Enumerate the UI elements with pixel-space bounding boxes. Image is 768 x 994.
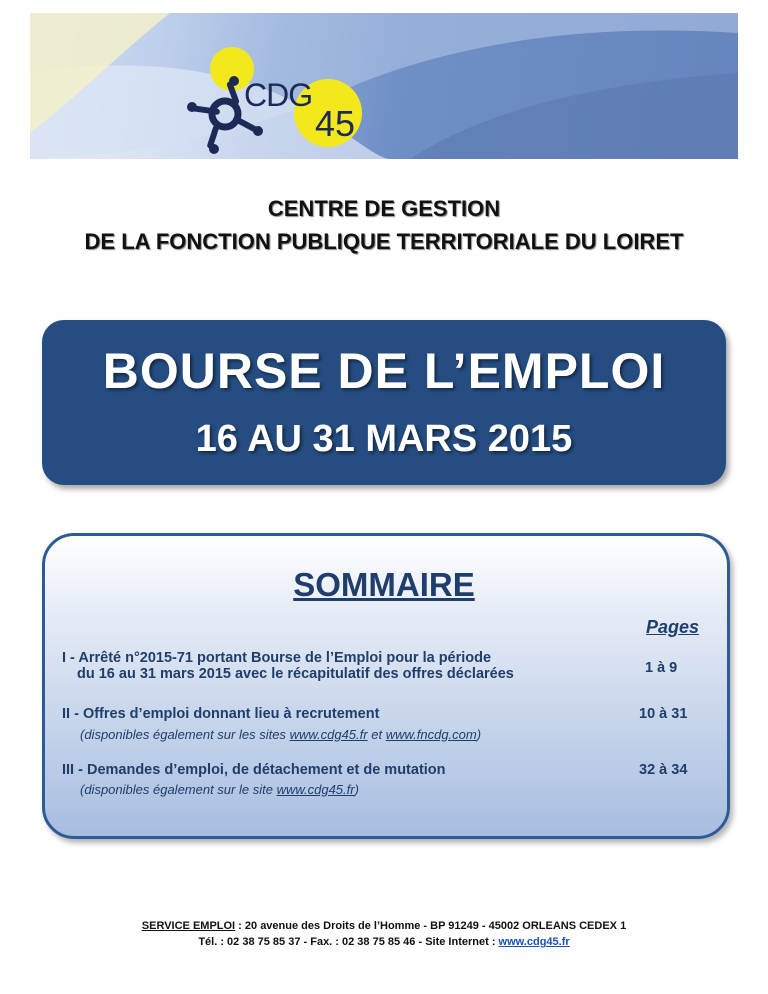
footer-address bbox=[0, 920, 768, 932]
toc-item-2-note: (disponibles également sur les sites www.cdg45.fr et www.fncdg.com) bbox=[80, 727, 482, 742]
document-title: BOURSE DE L’EMPLOI bbox=[102, 343, 666, 399]
header-banner bbox=[30, 13, 738, 159]
toc-item-1 bbox=[62, 650, 514, 682]
link-fncdg[interactable]: www.fncdg.com bbox=[385, 727, 477, 742]
org-name-line2: DE LA FONCTION PUBLIQUE TERRITORIALE DU LOIRET bbox=[84, 229, 684, 254]
toc-pages-heading: Pages bbox=[646, 617, 700, 637]
toc-item-1-pages: 1 à 9 bbox=[645, 660, 678, 676]
toc-heading: SOMMAIRE bbox=[293, 566, 475, 603]
toc-item-1-title: I - Arrêté n°2015-71 portant Bourse de l’Emploi pour la période bbox=[62, 650, 492, 666]
footer-website-link[interactable]: www.cdg45.fr bbox=[498, 936, 570, 948]
toc-item-2-title: II - Offres d’emploi donnant lieu à recrutement bbox=[62, 706, 380, 722]
logo-text-cdg: CDG bbox=[244, 77, 313, 113]
logo-text-45: 45 bbox=[315, 103, 356, 144]
link-cdg45-2[interactable]: www.cdg45.fr bbox=[276, 782, 355, 797]
banner-graphic bbox=[30, 13, 738, 159]
footer-service-name: SERVICE EMPLOI bbox=[141, 920, 236, 932]
footer-address-text: : 20 avenue des Droits de l’Homme - BP 91249 - 45002 ORLEANS CEDEX 1 bbox=[235, 920, 627, 932]
toc-item-3-title: III - Demandes d’emploi, de détachement et de mutation bbox=[62, 762, 446, 778]
toc-item-3-pages: 32 à 34 bbox=[639, 762, 688, 778]
document-date-range: 16 AU 31 MARS 2015 bbox=[195, 418, 573, 460]
toc-item-1-title-cont: du 16 au 31 mars 2015 avec le récapitulatif des offres déclarées bbox=[77, 666, 514, 682]
toc-item-2-pages: 10 à 31 bbox=[639, 706, 688, 722]
org-name-line1: CENTRE DE GESTION bbox=[267, 196, 501, 221]
link-cdg45[interactable]: www.cdg45.fr bbox=[289, 727, 368, 742]
toc-item-3-note: (disponibles également sur le site www.cdg45.fr) bbox=[80, 782, 359, 797]
footer-contact-text: Tél. : 02 38 75 85 37 - Fax. : 02 38 75 85 46 - Site Internet : bbox=[198, 936, 499, 948]
footer-contact bbox=[0, 936, 768, 948]
